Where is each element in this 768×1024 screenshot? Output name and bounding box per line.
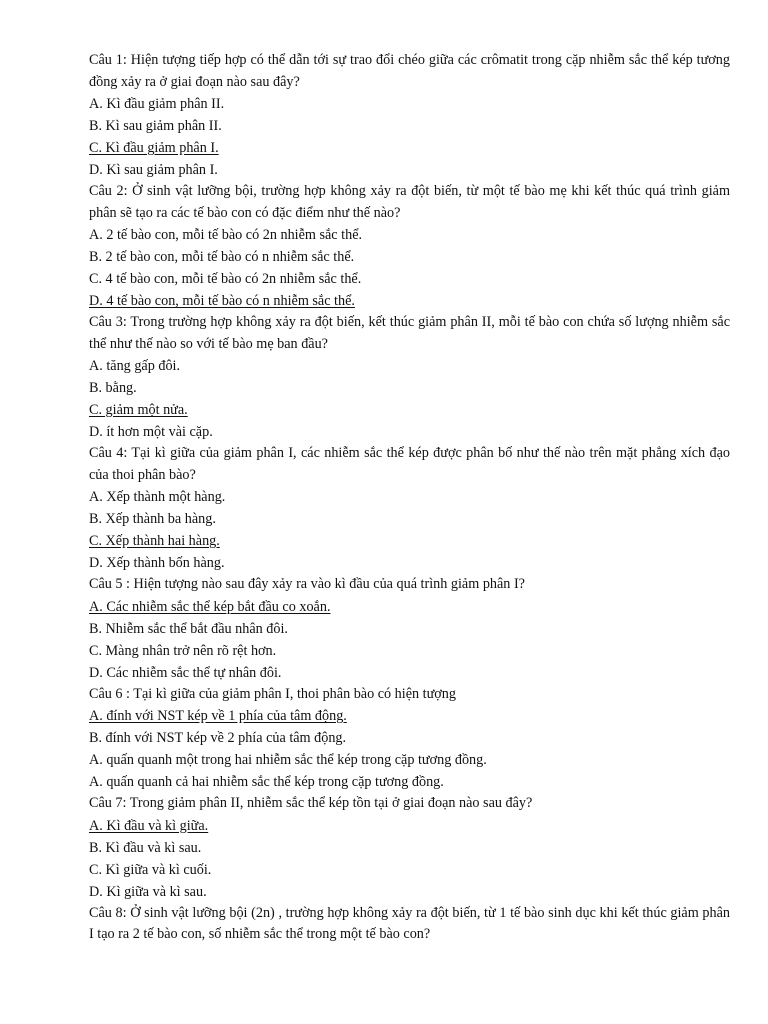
answer-option xyxy=(89,727,730,749)
answer-option xyxy=(89,859,730,881)
answer-option xyxy=(89,268,730,290)
question-text: Câu 1: Hiện tượng tiếp hợp có thể dẫn tới sự trao đổi chéo giữa các crômatit trong cặp nhiễm sắc thể kép tương đồng xảy ra ở giai đoạn nào sau đây? xyxy=(89,52,730,90)
answer-option xyxy=(89,662,730,684)
answer-option-label: A. tăng gấp đôi. xyxy=(89,358,181,374)
answer-option xyxy=(89,355,730,377)
answer-option-correct xyxy=(89,137,730,159)
question-text: Câu 2: Ở sinh vật lưỡng bội, trường hợp không xảy ra đột biến, từ một tế bào mẹ khi kết thúc quá trình giảm phân sẽ tạo ra các tế bào con có đặc điểm như thế nào? xyxy=(89,183,730,221)
answer-option xyxy=(89,552,730,574)
answer-option-label: A. đính với NST kép về 1 phía của tâm động. xyxy=(89,708,347,724)
answer-option xyxy=(89,246,730,268)
answer-option xyxy=(89,837,730,859)
answer-option-label: C. Xếp thành hai hàng. xyxy=(89,533,220,549)
answer-option-label: B. Kì sau giảm phân II. xyxy=(89,118,222,134)
answer-option-label: D. Các nhiễm sắc thể tự nhân đôi. xyxy=(89,664,282,681)
question-block xyxy=(89,181,730,312)
answer-option-correct xyxy=(89,399,730,421)
answer-option xyxy=(89,93,730,115)
answer-option-label: D. Xếp thành bốn hàng. xyxy=(89,555,225,571)
answer-option xyxy=(89,749,730,771)
answer-option-label: C. Kì giữa và kì cuối. xyxy=(89,861,212,878)
answer-option-correct xyxy=(89,290,730,312)
answer-option-correct xyxy=(89,596,730,618)
answer-option xyxy=(89,618,730,640)
answer-option-label: B. bằng. xyxy=(89,380,137,396)
question-list xyxy=(89,50,730,946)
answer-option xyxy=(89,508,730,530)
question-text: Câu 5 : Hiện tượng nào sau đây xảy ra vào kì đầu của quá trình giảm phân I? xyxy=(89,576,525,592)
answer-option-label: D. 4 tế bào con, mỗi tế bào có n nhiễm sắc thể. xyxy=(89,293,355,309)
answer-option-label: A. quấn quanh cả hai nhiễm sắc thể kép trong cặp tương đồng. xyxy=(89,774,444,790)
answer-option-label: B. Nhiễm sắc thể bắt đầu nhân đôi. xyxy=(89,620,288,637)
answer-option-label: A. Kì đầu và kì giữa. xyxy=(89,817,209,834)
answer-option xyxy=(89,115,730,137)
question-text: Câu 3: Trong trường hợp không xảy ra đột biến, kết thúc giảm phân II, mỗi tế bào con chứa số lượng nhiễm sắc thể như thế nào so với tế bào mẹ ban đầu? xyxy=(89,314,730,352)
answer-option xyxy=(89,159,730,181)
answer-option-label: B. đính với NST kép về 2 phía của tâm động. xyxy=(89,730,347,746)
answer-option-label: D. Kì giữa và kì sau. xyxy=(89,883,207,900)
answer-option-label: D. ít hơn một vài cặp. xyxy=(89,424,213,440)
answer-option-label: A. Xếp thành một hàng. xyxy=(89,489,226,505)
answer-option-label: A. Các nhiễm sắc thể kép bắt đầu co xoắn. xyxy=(89,598,331,615)
question-block xyxy=(89,903,730,946)
question-text: Câu 8: Ở sinh vật lưỡng bội (2n) , trường hợp không xảy ra đột biến, từ 1 tế bào sinh dục khi kết thúc giảm phân I tạo ra 2 tế bào con, số nhiễm sắc thể trong một tế bào con? xyxy=(89,904,730,942)
question-block xyxy=(89,312,730,443)
answer-option-label: B. 2 tế bào con, mỗi tế bào có n nhiễm sắc thể. xyxy=(89,249,355,265)
question-block xyxy=(89,684,730,794)
question-text: Câu 6 : Tại kì giữa của giảm phân I, thoi phân bào có hiện tượng xyxy=(89,685,456,702)
answer-option xyxy=(89,224,730,246)
question-text: Câu 7: Trong giảm phân II, nhiễm sắc thể kép tồn tại ở giai đoạn nào sau đây? xyxy=(89,795,533,811)
answer-option-correct xyxy=(89,815,730,837)
question-block xyxy=(89,443,730,574)
answer-option-label: C. giảm một nửa. xyxy=(89,402,188,418)
answer-option xyxy=(89,640,730,662)
answer-option-label: A. Kì đầu giảm phân II. xyxy=(89,96,225,112)
question-block xyxy=(89,574,730,684)
question-text: Câu 4: Tại kì giữa của giảm phân I, các nhiễm sắc thể kép được phân bố như thế nào trên mặt phẳng xích đạo của thoi phân bào? xyxy=(89,445,730,483)
answer-option-label: C. 4 tế bào con, mỗi tế bào có 2n nhiễm sắc thể. xyxy=(89,271,362,287)
answer-option-label: A. 2 tế bào con, mỗi tế bào có 2n nhiễm sắc thể. xyxy=(89,227,363,243)
answer-option xyxy=(89,486,730,508)
answer-option-label: C. Kì đầu giảm phân I. xyxy=(89,140,219,156)
question-block xyxy=(89,50,730,181)
answer-option-correct xyxy=(89,530,730,552)
answer-option-label: D. Kì sau giảm phân I. xyxy=(89,162,218,178)
answer-option-label: B. Xếp thành ba hàng. xyxy=(89,511,216,527)
answer-option xyxy=(89,881,730,903)
answer-option xyxy=(89,771,730,793)
answer-option xyxy=(89,377,730,399)
question-block xyxy=(89,793,730,903)
answer-option-label: C. Màng nhân trở nên rõ rệt hơn. xyxy=(89,642,277,659)
answer-option-label: A. quấn quanh một trong hai nhiễm sắc thể kép trong cặp tương đồng. xyxy=(89,752,487,768)
answer-option-correct xyxy=(89,705,730,727)
answer-option xyxy=(89,421,730,443)
answer-option-label: B. Kì đầu và kì sau. xyxy=(89,839,202,856)
